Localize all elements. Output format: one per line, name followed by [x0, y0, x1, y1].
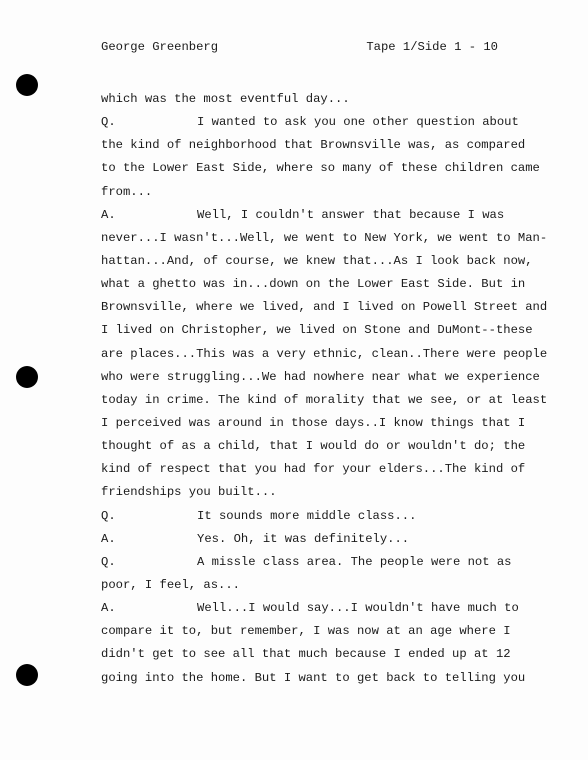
transcript-line	[101, 620, 541, 643]
speaker-label: Q.	[101, 508, 116, 523]
transcript-line	[101, 528, 541, 551]
line-text: friendships you built...	[101, 485, 277, 500]
line-text: the kind of neighborhood that Brownsville was, as compared	[101, 138, 526, 153]
line-text: who were struggling...We had nowhere near what we experience	[101, 369, 540, 384]
transcript-line	[101, 574, 541, 597]
line-text: to the Lower East Side, where so many of these children came	[101, 161, 540, 176]
transcript-line	[101, 157, 541, 180]
transcript-line	[101, 319, 541, 342]
line-text: from...	[101, 184, 153, 199]
tape-side-page: Tape 1/Side 1 - 10	[366, 40, 498, 54]
speaker-label: Q.	[101, 554, 116, 569]
line-text: didn't get to see all that much because I ended up at 12	[101, 647, 511, 662]
transcript-line	[101, 505, 541, 528]
line-text: hattan...And, of course, we knew that...As I look back now,	[101, 253, 533, 268]
transcript-line	[101, 88, 541, 111]
punch-hole	[16, 664, 38, 686]
line-text: I lived on Christopher, we lived on Stone and DuMont--these	[101, 323, 533, 338]
transcript-line	[101, 111, 541, 134]
transcript-line	[101, 643, 541, 666]
punch-hole	[16, 366, 38, 388]
transcript-line	[101, 389, 548, 412]
line-text: never...I wasn't...Well, we went to New York, we went to Man-	[101, 230, 548, 245]
line-text: It sounds more middle class...	[197, 508, 417, 523]
speaker-label: Q.	[101, 115, 116, 130]
transcript-line	[101, 343, 548, 366]
transcript-line	[101, 458, 541, 481]
line-text: Well, I couldn't answer that because I was	[197, 207, 505, 222]
transcript-line	[101, 551, 541, 574]
transcript-line	[101, 204, 541, 227]
line-text: Yes. Oh, it was definitely...	[197, 531, 410, 546]
transcript-body	[101, 88, 548, 690]
transcript-line	[101, 227, 548, 250]
transcript-line	[101, 412, 541, 435]
line-text: thought of as a child, that I would do or wouldn't do; the	[101, 439, 526, 454]
transcript-line	[101, 250, 541, 273]
line-text: poor, I feel, as...	[101, 577, 240, 592]
transcript-line	[101, 296, 548, 319]
line-text: I perceived was around in those days..I know things that I	[101, 415, 526, 430]
line-text: which was the most eventful day...	[101, 92, 350, 106]
speaker-label: A.	[101, 531, 116, 546]
punch-hole	[16, 74, 38, 96]
transcript-line	[101, 435, 541, 458]
line-text: A missle class area. The people were not as	[197, 554, 512, 569]
line-text: kind of respect that you had for your elders...The kind of	[101, 462, 526, 477]
transcript-line	[101, 667, 541, 690]
line-text: compare it to, but remember, I was now at an age where I	[101, 624, 511, 639]
line-text: what a ghetto was in...down on the Lower East Side. But in	[101, 277, 526, 292]
speaker-label: A.	[101, 207, 116, 222]
transcript-line	[101, 134, 541, 157]
transcript-line	[101, 597, 541, 620]
line-text: I wanted to ask you one other question about	[197, 115, 519, 130]
transcript-line	[101, 366, 541, 389]
transcript-line	[101, 481, 541, 504]
line-text: are places...This was a very ethnic, clean..There were people	[101, 346, 548, 361]
line-text: Brownsville, where we lived, and I lived on Powell Street and	[101, 300, 548, 315]
interviewee-name: George Greenberg	[101, 40, 219, 54]
line-text: Well...I would say...I wouldn't have much to	[197, 601, 519, 616]
line-text: today in crime. The kind of morality that we see, or at least	[101, 392, 548, 407]
line-text: going into the home. But I want to get back to telling you	[101, 670, 526, 685]
transcript-line	[101, 273, 541, 296]
speaker-label: A.	[101, 601, 116, 616]
transcript-line	[101, 181, 541, 204]
